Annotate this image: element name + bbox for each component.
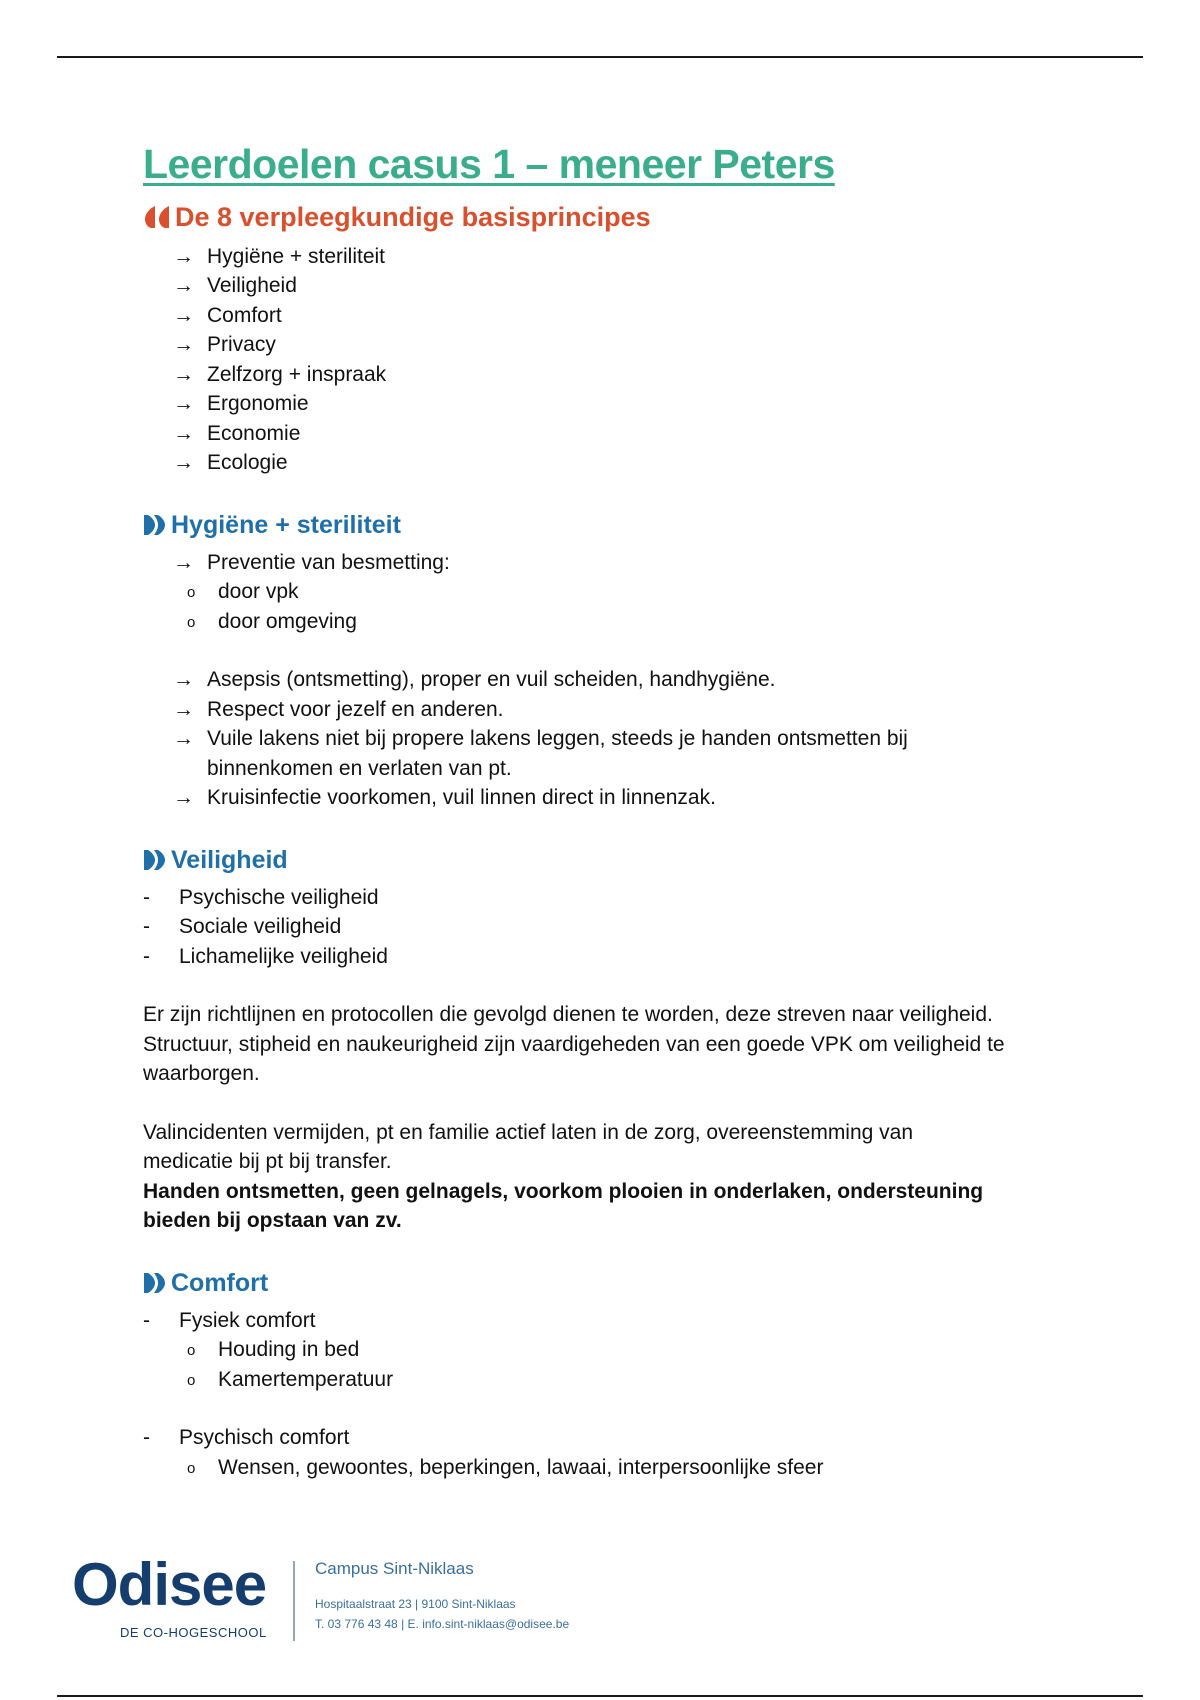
- campus-address: Hospitaalstraat 23 | 9100 Sint-Niklaas: [315, 1597, 516, 1611]
- double-chevron-right-icon: [143, 1272, 167, 1294]
- list-item: → Zelfzorg + inspraak: [173, 360, 1063, 390]
- dash-bullet: -: [143, 1426, 150, 1450]
- comfort-psychisch-sub-list: [143, 1453, 1063, 1483]
- list-item: o door vpk: [187, 577, 1063, 607]
- circle-bullet-icon: o: [187, 1371, 196, 1389]
- logo-subtitle: DE CO-HOGESCHOOL: [120, 1625, 267, 1640]
- arrow-icon: →: [173, 668, 194, 692]
- list-item: - Fysiek comfort: [143, 1306, 1063, 1336]
- page-footer: [72, 1551, 772, 1655]
- arrow-icon: →: [173, 697, 194, 721]
- hygiene-list: [143, 665, 1063, 813]
- double-quote-left-icon: [143, 204, 171, 230]
- circle-bullet-icon: o: [187, 1342, 196, 1360]
- arrow-icon: →: [173, 421, 194, 445]
- list-item: → Comfort: [173, 301, 1063, 331]
- odisee-logo: Odisee: [72, 1551, 267, 1618]
- list-item: - Psychisch comfort: [143, 1423, 1063, 1453]
- arrow-icon: →: [173, 392, 194, 416]
- section-heading-text: Veiligheid: [171, 845, 288, 874]
- bottom-rule: [57, 1695, 1143, 1697]
- bold-paragraph: Handen ontsmetten, geen gelnagels, voorkom plooien in onderlaken, ondersteuning bieden bij opstaan van zv.: [143, 1179, 984, 1233]
- double-chevron-right-icon: [143, 849, 167, 871]
- arrow-icon: →: [173, 727, 194, 751]
- hygiene-intro-list: [143, 548, 1063, 578]
- comfort-group-psychisch: [143, 1423, 1063, 1453]
- circle-bullet-icon: o: [187, 1459, 196, 1477]
- list-item: - Sociale veiligheid: [143, 912, 1063, 942]
- dash-bullet: -: [143, 944, 150, 968]
- section-heading-comfort: [143, 1268, 1063, 1298]
- circle-bullet-icon: o: [187, 584, 196, 602]
- paragraph: Valincidenten vermijden, pt en familie actief laten in de zorg, overeenstemming van medicatie bij pt bij transfer.: [143, 1120, 914, 1174]
- document-title: Leerdoelen casus 1 – meneer Peters: [143, 141, 835, 187]
- list-item: → Asepsis (ontsmetting), proper en vuil scheiden, handhygiëne.: [173, 665, 1063, 695]
- document-body: [143, 140, 1063, 1482]
- section-heading-text: Comfort: [171, 1268, 269, 1297]
- top-rule: [57, 56, 1143, 58]
- comfort-group-fysiek: [143, 1306, 1063, 1336]
- list-item: o door omgeving: [187, 607, 1063, 637]
- dash-bullet: -: [143, 915, 150, 939]
- section-heading-text: De 8 verpleegkundige basisprincipes: [175, 202, 651, 233]
- comfort-fysiek-sub-list: [143, 1335, 1063, 1394]
- list-item: → Ecologie: [173, 448, 1063, 478]
- arrow-icon: →: [173, 244, 194, 268]
- arrow-icon: →: [173, 333, 194, 357]
- arrow-icon: →: [173, 303, 194, 327]
- campus-contact: T. 03 776 43 48 | E. info.sint-niklaas@odisee.be: [315, 1617, 570, 1631]
- arrow-icon: →: [173, 786, 194, 810]
- list-item: - Lichamelijke veiligheid: [143, 942, 1063, 972]
- arrow-icon: →: [173, 362, 194, 386]
- list-item: → Ergonomie: [173, 389, 1063, 419]
- double-chevron-right-icon: [143, 514, 167, 536]
- section-heading-hygiene: [143, 510, 1063, 540]
- list-item: o Wensen, gewoontes, beperkingen, lawaai, interpersoonlijke sfeer: [187, 1453, 1063, 1483]
- footer-divider: [293, 1561, 295, 1641]
- basisprincipes-list: [143, 242, 1063, 478]
- section-heading-basisprincipes: [143, 201, 1063, 233]
- dash-bullet: -: [143, 1308, 150, 1332]
- list-item: → Preventie van besmetting:: [173, 548, 1063, 578]
- list-item: o Houding in bed: [187, 1335, 1063, 1365]
- campus-name: Campus Sint-Niklaas: [315, 1559, 474, 1578]
- list-item: → Hygiëne + steriliteit: [173, 242, 1063, 272]
- dash-bullet: -: [143, 885, 150, 909]
- list-item: → Privacy: [173, 330, 1063, 360]
- list-item: → Veiligheid: [173, 271, 1063, 301]
- arrow-icon: →: [173, 274, 194, 298]
- list-item: → Economie: [173, 419, 1063, 449]
- arrow-icon: →: [173, 451, 194, 475]
- list-item: - Psychische veiligheid: [143, 883, 1063, 913]
- list-item: → Respect voor jezelf en anderen.: [173, 695, 1063, 725]
- paragraph: Er zijn richtlijnen en protocollen die gevolgd dienen te worden, deze streven naar veiligheid. Structuur, stipheid en naukeurigheid zijn vaardigeheden van een goede VPK om veiligheid te waarborgen.: [143, 1003, 1005, 1086]
- list-item: → Vuile lakens niet bij propere lakens leggen, steeds je handen ontsmetten bij binnenkomen en verlaten van pt.: [173, 724, 1063, 783]
- list-item: → Kruisinfectie voorkomen, vuil linnen direct in linnenzak.: [173, 783, 1063, 813]
- section-heading-veiligheid: [143, 845, 1063, 875]
- veiligheid-list: [143, 883, 1063, 972]
- arrow-icon: →: [173, 550, 194, 574]
- circle-bullet-icon: o: [187, 613, 196, 631]
- list-item: o Kamertemperatuur: [187, 1365, 1063, 1395]
- hygiene-sub-list: [143, 577, 1063, 636]
- section-heading-text: Hygiëne + steriliteit: [171, 510, 401, 539]
